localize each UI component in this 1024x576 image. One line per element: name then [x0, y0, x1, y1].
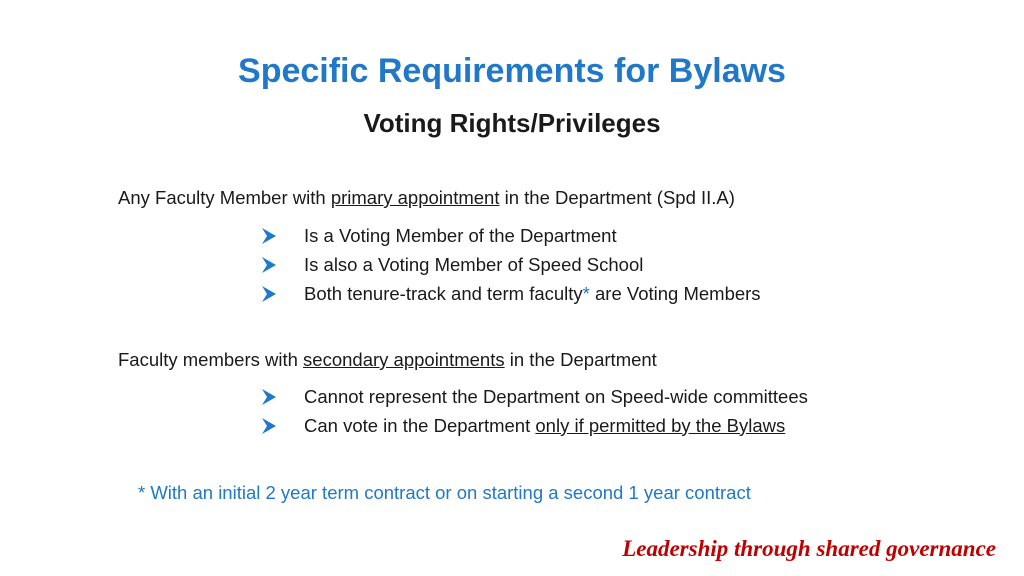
- secondary-bullet-list: [262, 382, 808, 440]
- bullet-text-pre: Can vote in the Department: [304, 414, 536, 436]
- bullet-text: [304, 415, 785, 437]
- list-item: [262, 411, 808, 440]
- section-primary-suffix: in the Department (Spd II.A): [499, 187, 735, 208]
- section-secondary-heading: [118, 349, 657, 371]
- section-secondary-suffix: in the Department: [504, 349, 657, 370]
- slide-title: Specific Requirements for Bylaws: [238, 52, 786, 90]
- section-secondary-prefix: Faculty members with: [118, 349, 304, 370]
- footnote: * With an initial 2 year term contract or on starting a second 1 year contract: [138, 482, 751, 503]
- bullet-text: Is a Voting Member of the Department: [304, 224, 617, 246]
- bullet-text: Is also a Voting Member of Speed School: [304, 253, 644, 275]
- bullet-text-pre: Both tenure-track and term faculty: [304, 282, 583, 304]
- arrow-bullet-icon: [262, 418, 304, 434]
- section-primary-heading: [118, 187, 735, 209]
- bullet-text: Cannot represent the Department on Speed-wide committees: [304, 385, 808, 407]
- asterisk-mark: *: [582, 282, 590, 304]
- bylaws-condition-term: only if permitted by the Bylaws: [535, 414, 786, 436]
- bullet-text: [304, 283, 761, 305]
- secondary-appointments-term: secondary appointments: [303, 349, 505, 370]
- arrow-bullet-icon: [262, 228, 304, 244]
- arrow-bullet-icon: [262, 286, 304, 302]
- section-primary-prefix: Any Faculty Member with: [118, 187, 331, 208]
- primary-appointment-term: primary appointment: [330, 187, 500, 208]
- tagline: Leadership through shared governance: [622, 536, 996, 561]
- list-item: [262, 382, 808, 411]
- primary-bullet-list: [262, 221, 761, 308]
- arrow-bullet-icon: [262, 389, 304, 405]
- list-item: [262, 279, 761, 308]
- slide-subtitle: Voting Rights/Privileges: [363, 108, 661, 138]
- list-item: [262, 221, 761, 250]
- bullet-text-post: are Voting Members: [589, 282, 761, 304]
- arrow-bullet-icon: [262, 257, 304, 273]
- list-item: [262, 250, 761, 279]
